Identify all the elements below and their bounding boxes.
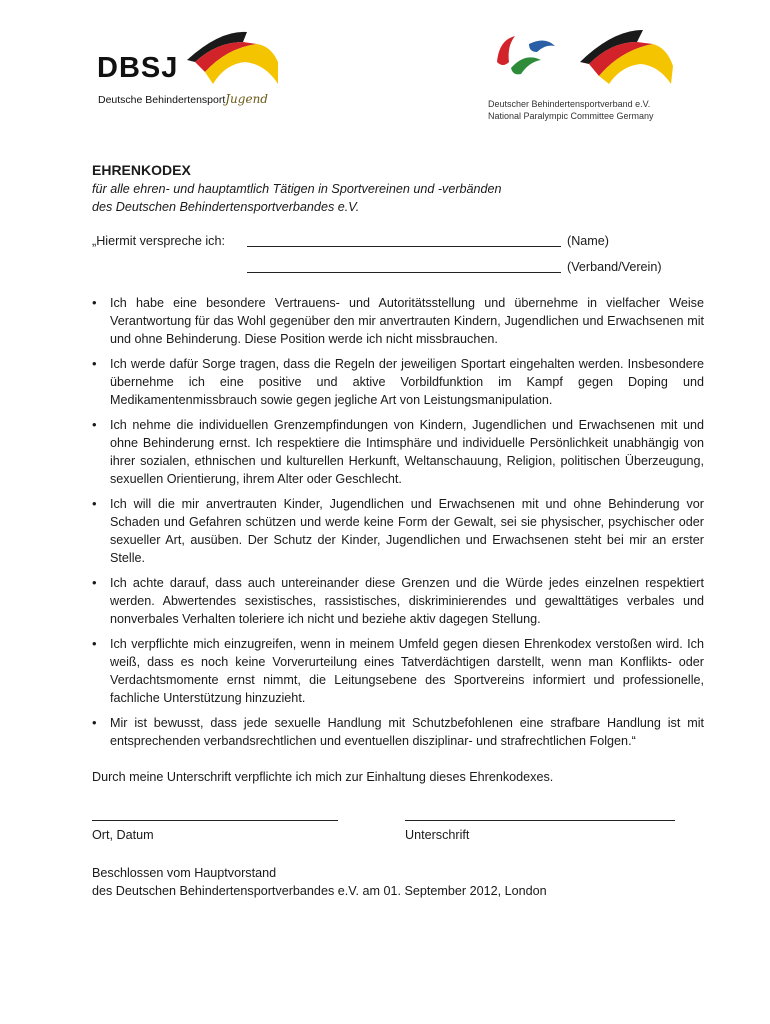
name-blank-line[interactable] (247, 246, 561, 247)
list-item: • Ich verpflichte mich einzugreifen, wenn in meinem Umfeld gegen diesen Ehrenkodex verstoßen wird. Ich weiß, dass es noch keine Vorverurteilung eines Tatverdächtigen darstellt, wenn man Konflikts- oder Verdachtsmomente ernst nimmt, die Leitungsebene des Sportvereins informiert und professionelle, fachliche Unterstützung hinzuzieht. (92, 635, 704, 707)
list-item: • Ich werde dafür Sorge tragen, dass die Regeln der jeweiligen Sportart eingehalten werden. Insbesondere übernehme ich eine positive und aktive Vorbildfunktion im Kampf gegen Doping und Medikamentenmissbrauch sowie gegen jegliche Art von Leistungsmanipulation. (92, 355, 704, 409)
dbs-name-line2: National Paralympic Committee Germany (488, 111, 654, 121)
dbs-name-block (488, 98, 654, 122)
document-subtitle-line2: des Deutschen Behindertensportverbandes e.V. (92, 200, 360, 214)
closing-statement: Durch meine Unterschrift verpflichte ich mich zur Einhaltung dieses Ehrenkodexes. (92, 770, 554, 784)
list-item: • Ich habe eine besondere Vertrauens- und Autoritätsstellung und übernehme in vielfacher Weise Verantwortung für das Wohl gegenüber den mir anvertrauten Kindern, Jugendlichen und Erwachsenen mit und ohne Behinderung. Diese Position werde ich nicht missbrauchen. (92, 294, 704, 348)
dbsj-abbreviation: DBSJ (97, 52, 179, 84)
name-row (92, 230, 704, 256)
list-item: • Mir ist bewusst, dass jede sexuelle Handlung mit Schutzbefohlenen eine strafbare Handlung ist mit entsprechenden verbandsrechtlichen und eventuellen disziplinar- und strafrechtlichen Folgen.“ (92, 714, 704, 750)
code-of-honor-list (92, 294, 704, 750)
footer-line1: Beschlossen vom Hauptvorstand (92, 866, 277, 880)
signature-line[interactable] (405, 820, 675, 821)
document-body (92, 160, 704, 900)
list-item: • Ich will die mir anvertrauten Kinder, Jugendlichen und Erwachsenen mit und ohne Behinderung vor Schaden und Gefahren schützen und werde keine Form der Gewalt, sei sie physischer, psychischer oder sexueller Art, ausüben. Der Schutz der Kinder, Jugendlichen und Erwachsenen steht bei mir an erster Stelle. (92, 495, 704, 567)
organization-blank-line[interactable] (247, 272, 561, 273)
paralympic-agitos-icon (485, 22, 685, 92)
footer-line2: des Deutschen Behindertensportverbandes e.V. am 01. September 2012, London (92, 884, 547, 898)
organization-row (92, 256, 704, 282)
promise-label: „Hiermit verspreche ich: (92, 234, 225, 248)
dbsj-subtitle-prefix: Deutsche Behindertensport (98, 94, 226, 106)
organization-field-label: (Verband/Verein) (567, 260, 662, 274)
place-date-label: Ort, Datum (92, 828, 154, 842)
footer (92, 864, 704, 900)
dbsj-logo (95, 22, 295, 117)
document-title: EHRENKODEX (92, 162, 191, 178)
dbs-logo (485, 22, 685, 127)
signature-label: Unterschrift (405, 828, 470, 842)
document-subtitle-line1: für alle ehren- und hauptamtlich Tätigen in Sportvereinen und -verbänden (92, 182, 502, 196)
dbs-name-line1: Deutscher Behindertensportverband e.V. (488, 99, 651, 109)
list-item: • Ich nehme die individuellen Grenzempfindungen von Kindern, Jugendlichen und Erwachsenen mit und ohne Behinderung ernst. Ich respektiere die Intimsphäre und individuelle Persönlichkeit unabhängig von ihrer sozialen, ethnischen und kulturellen Herkunft, Weltanschauung, Religion, politischen Überzeugung, sexuellen Orientierung, ihrem Alter oder Geschlecht. (92, 416, 704, 488)
dbsj-subtitle-jugend: Jugend (225, 92, 268, 106)
dbsj-subtitle (98, 92, 268, 106)
place-date-line[interactable] (92, 820, 338, 821)
signature-area (92, 820, 704, 864)
name-field-label: (Name) (567, 234, 609, 248)
list-item: • Ich achte darauf, dass auch untereinander diese Grenzen und die Würde jedes einzelnen respektiert werden. Abwertendes sexistisches, rassistisches, diskriminierendes und gewalttätiges verbales und nonverbales Verhalten toleriere ich nicht und beziehe aktiv dagegen Stellung. (92, 574, 704, 628)
